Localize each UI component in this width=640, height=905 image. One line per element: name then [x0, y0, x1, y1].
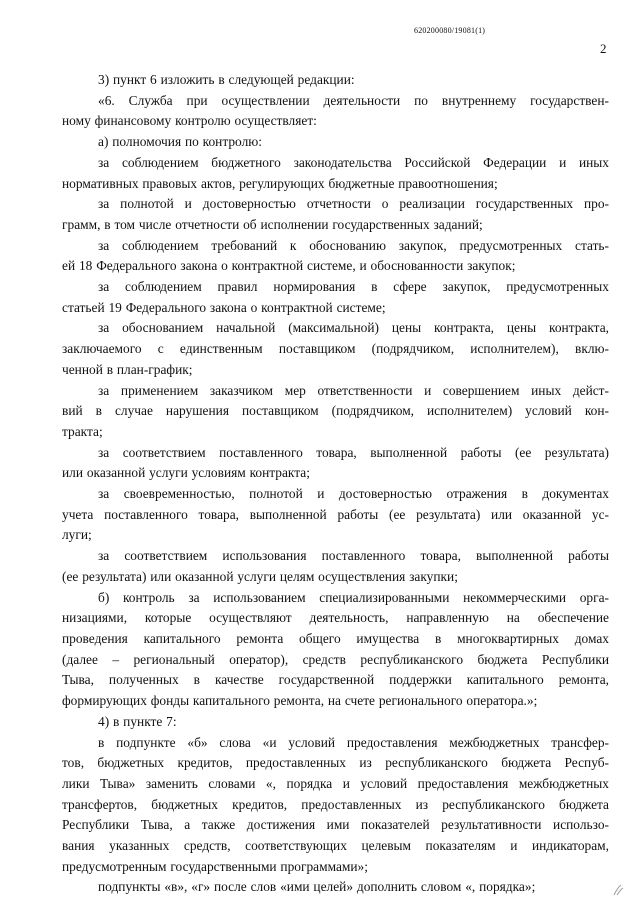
text-line: тракта;: [62, 423, 103, 439]
text-line: вий в случае нарушения поставщиком (подрядчиком, исполнителем) условий кон-: [62, 403, 609, 419]
text-line: трансфертов, бюджетных кредитов, предоставленных из республиканского бюджета: [62, 796, 609, 812]
text-line: (далее – региональный оператор), средств республиканского бюджета Республики: [62, 651, 609, 667]
text-line: «6. Служба при осуществлении деятельности по внутреннему государствен-: [98, 92, 609, 108]
text-line: заключаемого с единственным поставщиком (подрядчиком, исполнителем), вклю-: [62, 341, 609, 357]
text-line: а) полномочия по контролю:: [98, 134, 262, 150]
page-number: 2: [600, 41, 607, 56]
text-line: за соблюдением бюджетного законодательства Российской Федерации и иных: [98, 154, 609, 170]
text-line: грамм, в том числе отчетности об исполнении государственных заданий;: [62, 216, 483, 232]
text-line: 4) в пункте 7:: [98, 713, 177, 729]
text-line: низациями, которые осуществляют деятельность, направленную на обеспечение: [62, 610, 609, 626]
text-line: проведения капитального ремонта общего имущества в многоквартирных домах: [62, 630, 609, 646]
text-line: Тыва, полученных в качестве государственной поддержки капитального ремонта,: [62, 672, 609, 688]
text-line: тов, бюджетных кредитов, предоставленных из республиканского бюджета Респуб-: [62, 755, 609, 771]
text-line: за соответствием поставленного товара, выполненной работы (ее результата): [98, 444, 609, 460]
text-line: луги;: [62, 527, 92, 543]
text-line: за соответствием использования поставленного товара, выполненной работы: [98, 548, 609, 564]
text-line: предусмотренным государственными программами»;: [62, 858, 368, 874]
text-line: за своевременностью, полнотой и достоверностью отражения в документах: [98, 486, 609, 502]
text-line: формирующих фонды капитального ремонта, на счете регионального оператора.»;: [62, 693, 538, 709]
text-line: ному финансовому контролю осуществляет:: [62, 113, 317, 129]
document-code: 620200080/19081(1): [414, 26, 486, 35]
handwritten-mark-icon: [612, 883, 624, 897]
text-line: нормативных правовых актов, регулирующих бюджетные правоотношения;: [62, 175, 498, 191]
text-line: за обоснованием начальной (максимальной) цены контракта, цены контракта,: [98, 320, 609, 336]
text-line: за применением заказчиком мер ответственности и совершением иных дейст-: [98, 382, 609, 398]
text-line: 3) пункт 6 изложить в следующей редакции:: [98, 72, 355, 87]
text-line: за полнотой и достоверностью отчетности о реализации государственных про-: [98, 196, 609, 212]
text-line: учета поставленного товара, выполненной работы (ее результата) или оказанной ус-: [62, 506, 609, 522]
text-line: за соблюдением правил нормирования в сфере закупок, предусмотренных: [98, 279, 609, 295]
text-line: лики Тыва» заменить словами «, порядка и условий предоставления межбюджетных: [62, 775, 609, 791]
text-line: ченной в план-график;: [62, 361, 193, 377]
text-line: ей 18 Федерального закона о контрактной системе, и обоснованности закупок;: [62, 258, 516, 274]
text-line: за соблюдением требований к обоснованию закупок, предусмотренных стать-: [98, 237, 609, 253]
text-line: статьей 19 Федерального закона о контрактной системе;: [62, 299, 386, 315]
text-line: Республики Тыва, а также достижения ими показателей результативности использо-: [62, 817, 609, 833]
document-body: [62, 70, 609, 898]
text-line: б) контроль за использованием специализированными некоммерческими орга-: [98, 589, 609, 605]
text-line: в подпункте «б» слова «и условий предоставления межбюджетных трансфер-: [98, 734, 609, 750]
text-line: (ее результата) или оказанной услуги целям осуществления закупки;: [62, 568, 458, 584]
text-line: или оказанной услуги условиям контракта;: [62, 465, 310, 481]
text-line: подпункты «в», «г» после слов «ими целей» дополнить словом «, порядка»;: [98, 879, 536, 895]
text-line: вания указанных средств, соответствующих целевым показателям и индикаторам,: [62, 838, 609, 854]
